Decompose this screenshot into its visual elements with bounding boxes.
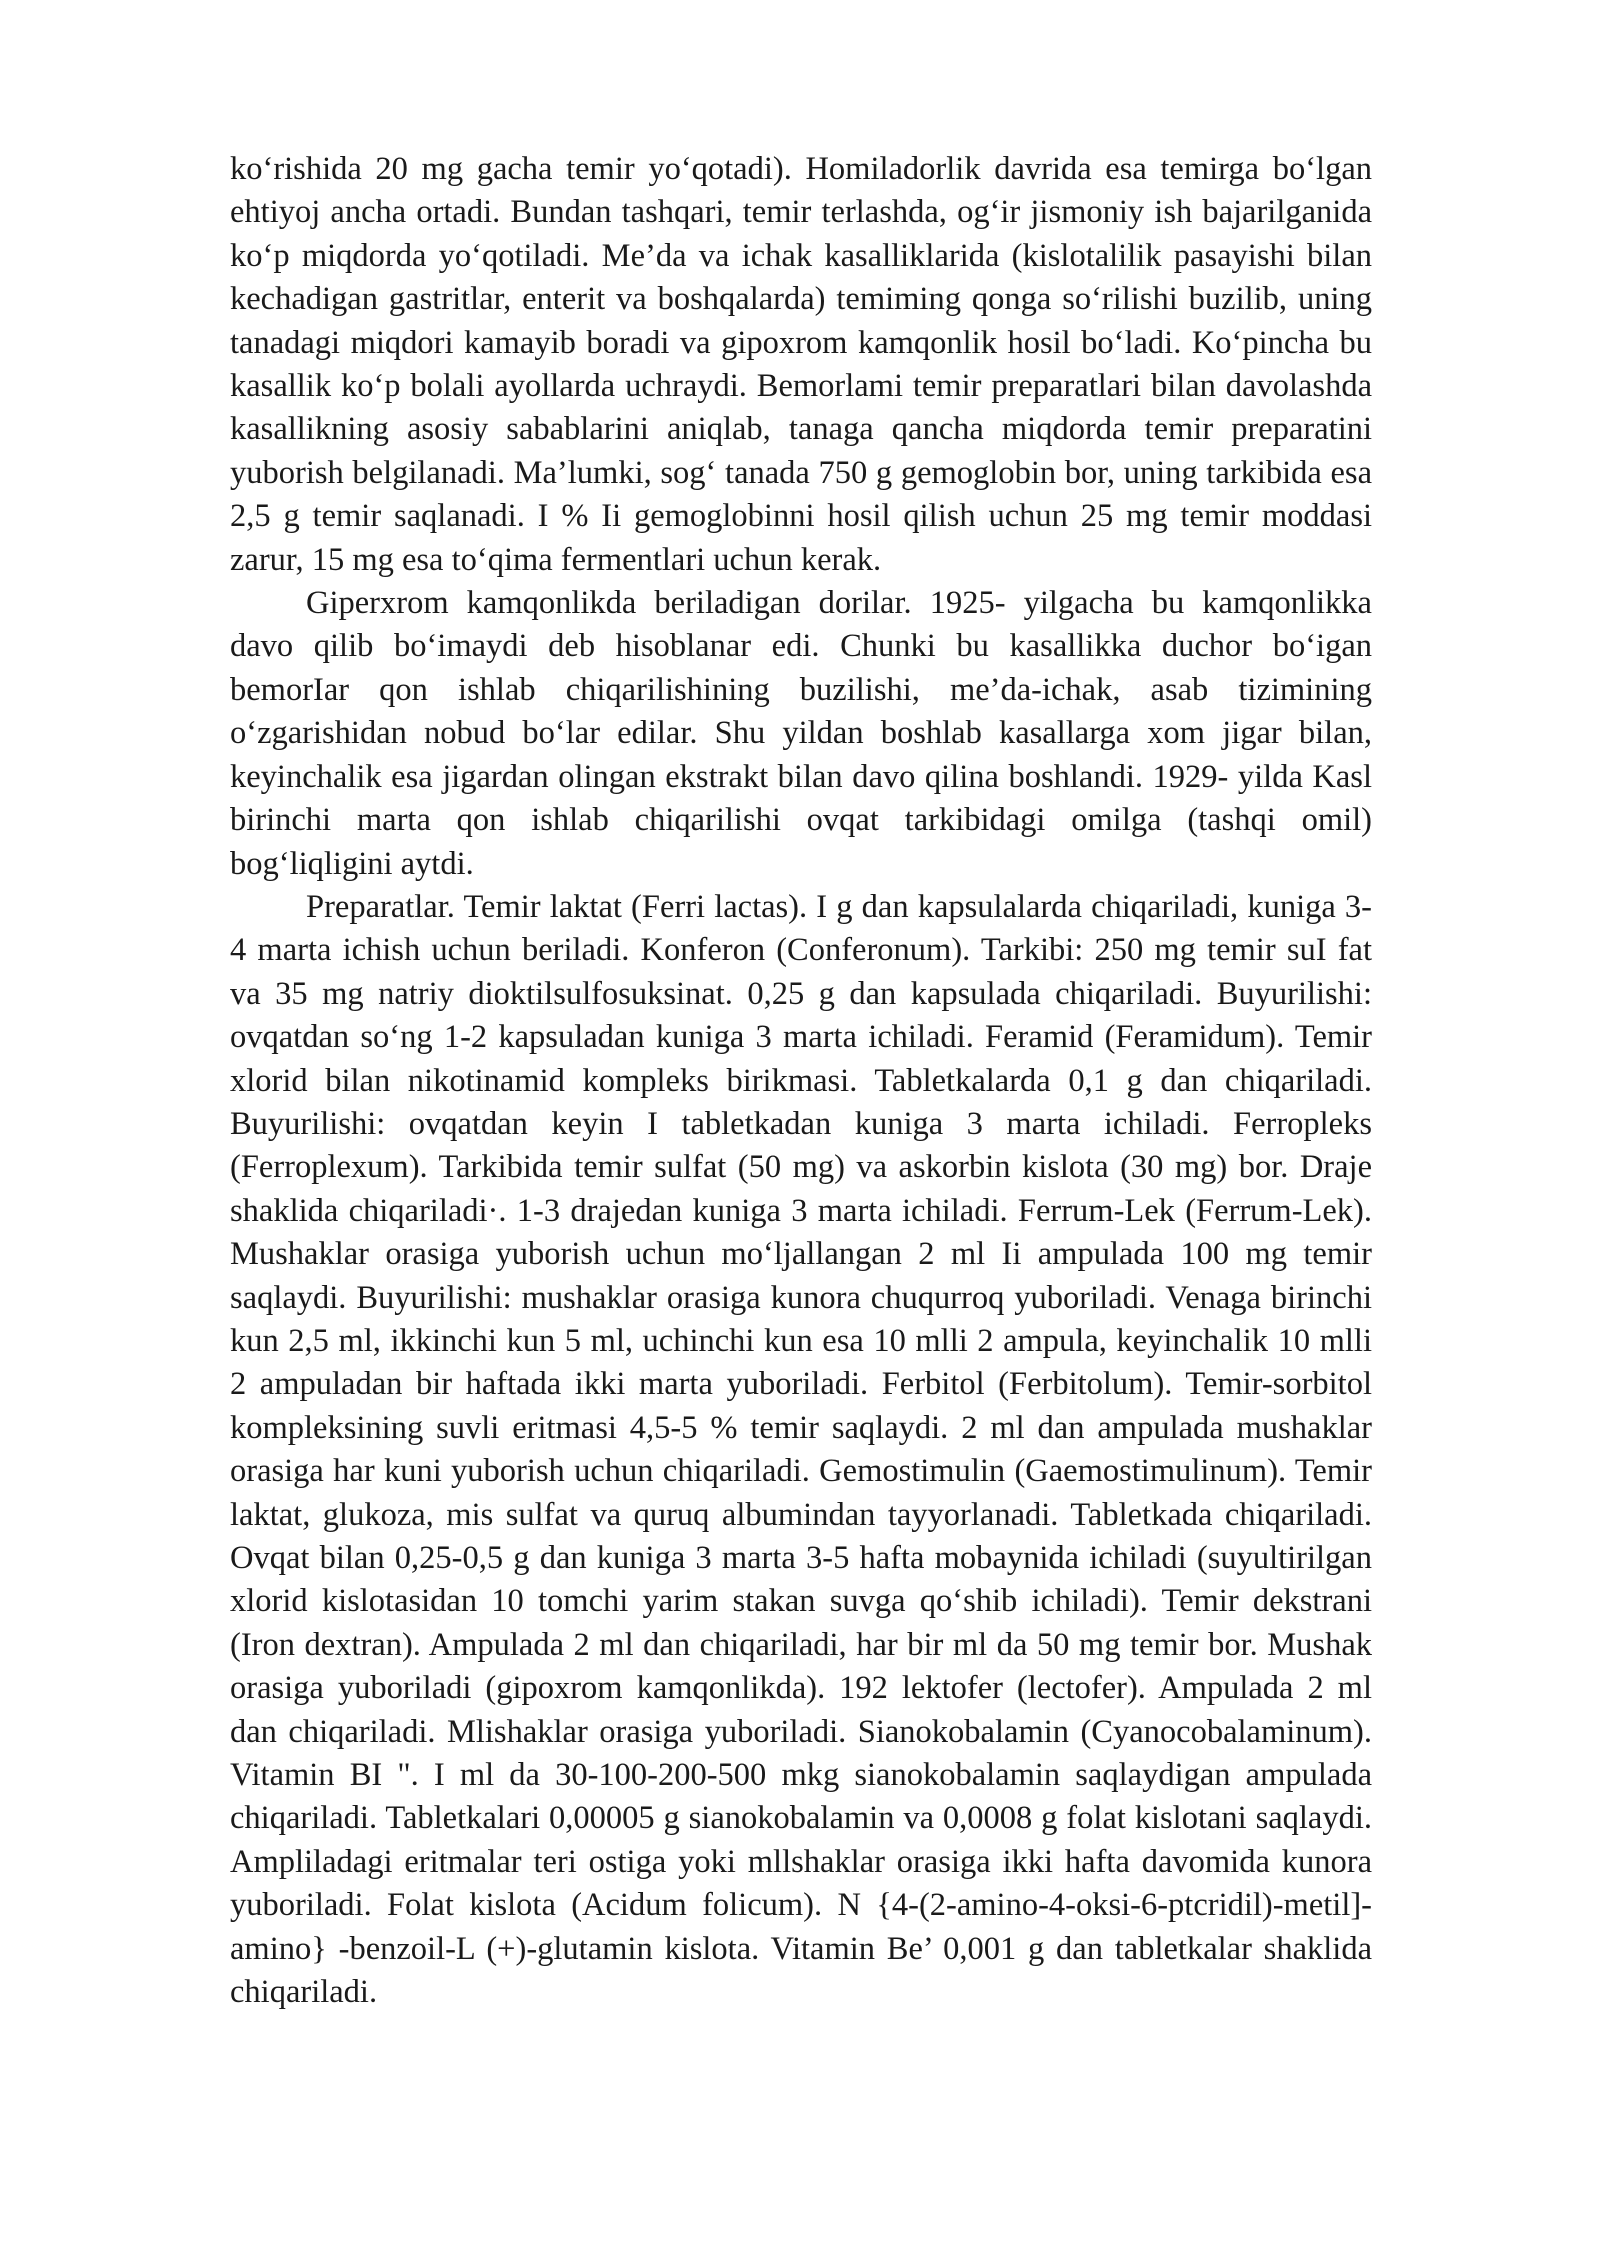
paragraph-hyperchromic-anemia: Giperxrom kamqonlikda beriladigan dorilar. 1925- yilgacha bu kamqonlikka davo qilib bo‘imaydi deb hisoblanar edi. Chunki bu kasallikka duchor bo‘igan bemorIar qon ishlab chiqarilishining buzilishi, me’da-ichak, asab tizimining o‘zgarishidan nobud bo‘lar edilar. Shu yildan boshlab kasallarga xom jigar bilan, keyinchalik esa jigardan olingan ekstrakt bilan davo qilina boshlandi. 1929- yilda Kasl birinchi marta qon ishlab chiqarilishi ovqat tarkibidagi omilga (tashqi omil) bog‘liqligini aytdi. — [230, 585, 1372, 882]
paragraph-iron-loss: ko‘rishida 20 mg gacha temir yo‘qotadi). Homiladorlik davrida esa temirga bo‘lgan ehtiyoj ancha ortadi. Bundan tashqari, temir terlashda, og‘ir jismoniy ish bajarilganida ko‘p miqdorda yo‘qotiladi. Me’da va ichak kasalliklarida (kislotalilik pasayishi bilan kechadigan gastritlar, enterit va boshqalarda) temiming qonga so‘rilishi buzilib, uning tanadagi miqdori kamayib boradi va gipoxrom kamqonlik hosil bo‘ladi. Ko‘pincha bu kasallik ko‘p bolali ayollarda uchraydi. Bemorlami temir preparatlari bilan davolashda kasallikning asosiy sabablarini aniqlab, tanaga qancha miqdorda temir preparatini yuborish belgilanadi. Ma’lumki, sog‘ tanada 750 g gemoglobin bor, uning tarkibida esa 2,5 g temir saqlanadi. I % Ii gemoglobinni hosil qilish uchun 25 mg temir moddasi zarur, 15 mg esa to‘qima fermentlari uchun kerak. — [230, 151, 1372, 578]
paragraph-preparations: Preparatlar. Temir laktat (Ferri lactas). I g dan kapsulalarda chiqariladi, kuniga 3-4 marta ichish uchun beriladi. Konferon (Conferonum). Tarkibi: 250 mg temir suI fat va 35 mg natriy dioktilsulfosuksinat. 0,25 g dan kapsulada chiqariladi. Buyurilishi: ovqatdan so‘ng 1-2 kapsuladan kuniga 3 marta ichiladi. Feramid (Feramidum). Temir xlorid bilan nikotinamid kompleks birikmasi. Tabletkalarda 0,1 g dan chiqariladi. Buyurilishi: ovqatdan keyin I tabletkadan kuniga 3 marta ichiladi. Ferropleks (Ferroplexum). Tarkibida temir sulfat (50 mg) va askorbin kislota (30 mg) bor. Draje shaklida chiqariladi·. 1-3 drajedan kuniga 3 marta ichiladi. Ferrum-Lek (Ferrum-Lek). Mushaklar orasiga yuborish uchun mo‘ljallangan 2 ml Ii ampulada 100 mg temir saqlaydi. Buyurilishi: mushaklar orasiga kunora chuqurroq yuboriladi. Venaga birinchi kun 2,5 ml, ikkinchi kun 5 ml, uchinchi kun esa 10 mlli 2 ampula, keyinchalik 10 mlli 2 ampuladan bir haftada ikki marta yuboriladi. Ferbitol (Ferbitolum). Temir-sorbitol kompleksining suvli eritmasi 4,5-5 % temir saqlaydi. 2 ml dan ampulada mushaklar orasiga har kuni yuborish uchun chiqariladi. Gemostimulin (Gaemostimulinum). Temir laktat, glukoza, mis sulfat va quruq albumindan tayyorlanadi. Tabletkada chiqariladi. Ovqat bilan 0,25-0,5 g dan kuniga 3 marta 3-5 hafta mobaynida ichiladi (suyultirilgan xlorid kislotasidan 10 tomchi yarim stakan suvga qo‘shib ichiladi). Temir dekstrani (Iron dextran). Ampulada 2 ml dan chiqariladi, har bir ml da 50 mg temir bor. Mushak orasiga yuboriladi (gipoxrom kamqonlikda). 192 lektofer (lectofer). Ampulada 2 ml dan chiqariladi. Mlishaklar orasiga yuboriladi. Sianokobalamin (Cyanocobalaminum). Vitamin BI ". I ml da 30-100-200-500 mkg sianokobalamin saqlaydigan ampulada chiqariladi. Tabletkalari 0,00005 g sianokobalamin va 0,0008 g folat kislotani saqlaydi. Ampliladagi eritmalar teri ostiga yoki mllshaklar orasiga ikki hafta davomida kunora yuboriladi. Folat kislota (Acidum folicum). N {4-(2-amino-4-oksi-6-ptcridil)-metil]-amino} -benzoil-L (+)-glutamin kislota. Vitamin Be’ 0,001 g dan tabletkalar shaklida chiqariladi. — [230, 888, 1372, 2011]
document-page — [230, 148, 1372, 2014]
